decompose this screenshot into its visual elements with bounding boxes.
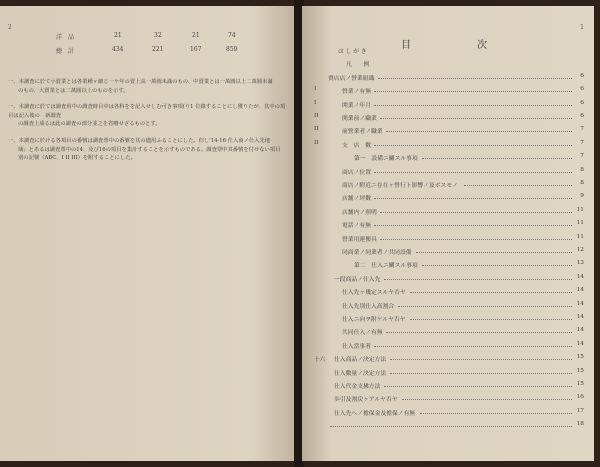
toc-leader-dots [374,346,572,347]
toc-entry-label: 仕入先別仕入高割合 [342,303,395,310]
toc-entry [314,327,584,337]
toc-page-number: 12 [576,247,584,253]
toc-page-number: 14 [576,314,584,320]
cell: 859 [226,46,238,53]
toc-leader-dots [384,279,572,280]
toc-entry [314,247,584,257]
toc-page-number: 14 [576,340,584,347]
note-line: 一、本調査に於て小賣業とは各業種ヶ細じ一ケ年の賣上高一萬圓未滿のもの、中賣業とは一萬圓以上二萬圓未滿 [8,79,273,85]
toc-leader-dots [398,306,572,307]
toc-page-number: 6 [580,113,584,119]
toc-leader-dots [410,319,572,320]
toc-entry-label: 共同仕入ノ有無 [342,330,383,337]
toc-entry [314,234,584,244]
toc-entry [314,274,584,284]
toc-entry-label: 仕入數量ノ決定方法 [334,370,387,377]
toc-entry [314,260,584,270]
toc-leader-dots [402,399,572,400]
toc-entry-key: II [314,139,319,146]
toc-entry [314,408,584,418]
note-line: 別の記號（ABC、I II III）を附することにした。 [18,155,136,162]
notes [8,78,288,171]
toc-leader-dots [390,373,572,374]
toc-entry-label: 電話ノ有無 [342,223,371,230]
left-page [0,6,296,461]
toc-page-number: 7 [580,126,584,133]
toc-leader-dots [422,158,572,159]
toc-entry-label: 仕入當事者 [342,343,371,350]
cell: 167 [190,46,202,53]
toc-entry [314,126,584,136]
toc-entry-label: 仕入先ヶ幾定スルヤ否ヤ [342,290,406,297]
toc-page-number: 14 [576,300,584,307]
toc-leader-dots [390,359,572,360]
toc-leader-dots [374,198,572,199]
toc-entry [314,207,584,217]
toc-entry [314,86,584,96]
cell: 32 [154,32,162,39]
toc-leader-dots [374,225,572,226]
toc-entry [314,314,584,324]
toc-leader-dots [374,105,572,106]
row-label: 總 計 [56,48,75,55]
toc-leader-dots [386,332,572,333]
toc-entry-label: 凡 例 [346,62,370,69]
toc-entry-key: 十六 [314,357,326,364]
toc-leader-dots [422,265,572,266]
toc-entry [314,193,584,203]
note-line: のもの、大賣業とは二萬圓以上のものを示す。 [18,87,129,94]
toc-entry-label: 第二 仕入ニ關スル事項 [354,263,418,270]
toc-leader-dots [416,252,572,253]
cell: 74 [228,32,236,39]
toc-entry-label: は し が き [338,49,367,55]
note-line: の調査上成るは此の調査の部分並之を省略せざるものとす。 [18,121,161,128]
toc-page-number: 8 [580,180,584,186]
toc-entry-label: 開業ノ年月 [342,102,371,109]
toc-leader-dots [386,131,572,132]
right-page [302,6,594,461]
toc-entry [314,368,584,378]
note-line: 一、本調査に於ては調査用中の調査時目中は各科をを記入せしむ可き事項(り1 位錄することにし獲りたが、其中の項目は記入後の 新調査 [8,104,286,119]
toc-entry [314,140,584,150]
toc-page-number: 13 [576,260,584,267]
toc-page-number: 9 [580,193,584,200]
note [8,103,288,129]
toc-page-number: 17 [576,407,584,414]
toc-entry-label: 一段商品ノ仕入先 [334,276,381,283]
toc-entry-label: 同商業ノ同業者ノ共同設備 [342,250,412,256]
toc-entry-label: 仕入先ヘノ擔保金及擔保ノ有無 [334,410,416,417]
page-title: 目 次 [401,40,515,51]
toc-entry [314,59,584,69]
toc-page-number: 14 [576,273,584,280]
toc-page-number: 11 [576,233,584,240]
toc-entry-label: 營業ノ有無 [342,89,371,96]
toc-entry [314,153,584,163]
toc-leader-dots [374,91,572,92]
toc-leader-dots [380,239,572,240]
toc-page-number: 15 [576,367,584,374]
toc-entry-label: 支 店 數 [342,142,371,149]
toc-entry [314,394,584,404]
toc-entry-label: 商店ノ附近ニ存在ヶ營行ト影響ノ及ボスモノ [342,183,458,189]
toc-page-number: 7 [580,139,584,146]
toc-entry-label: 店舗ノ坪數 [342,196,371,203]
toc-entry [314,354,584,364]
toc-page-number: 8 [580,166,584,173]
row-label: 洋 品 [56,34,75,41]
toc-entry [314,73,584,83]
toc-page-number: 11 [576,220,584,227]
toc-page-number: 14 [576,287,584,294]
toc-entry-label: 店舗内ノ照明 [342,209,377,216]
toc-entry [314,46,584,56]
toc-entry [314,301,584,311]
left-page-number: 2 [8,24,12,31]
right-page-number: 1 [580,24,584,31]
toc-leader-dots [378,78,572,79]
toc-entry [314,180,584,190]
toc-entry-label: 仕入ニ向ヲ附ケルヤ否ヤ [342,317,406,323]
table-row [16,32,286,46]
toc-page-number: 18 [576,421,584,428]
note [8,137,288,163]
toc-entry [314,220,584,230]
toc-page-number: 16 [576,394,584,401]
toc-leader-dots [384,386,572,387]
toc-page-number: 6 [580,86,584,93]
toc-entry [314,167,584,177]
toc-entry-key: II [314,113,319,119]
toc-entry [314,287,584,297]
toc-entry-label: 仕入商品ノ決定方法 [334,357,387,364]
toc-entry-key: I [314,86,317,93]
toc-entry-label: 歩引及割戻ヶアルヤ否ヤ [334,397,398,404]
toc-leader-dots [464,185,572,186]
toc-entry-label: 開業前ノ職業 [342,116,377,122]
cell: 21 [192,32,200,39]
toc-entry-label: 第一 設備ニ關スル事項 [354,156,418,163]
toc-page-number: 15 [576,354,584,361]
toc-entry [314,113,584,123]
toc-entry [314,421,584,431]
toc-page-number: 7 [580,153,584,160]
summary-table [16,32,286,60]
note [8,78,288,95]
toc-leader-dots [374,145,572,146]
toc-page-number: 6 [580,72,584,79]
toc-entry-label: 商店ノ位置 [342,169,371,176]
note-line: 域」とあるは調査票中の14、及び16の項目を集計することを示すものである。調査票中其番號を付せない項目 [18,146,281,153]
note-line: 一、本調査に於ける各項目の番號は調査票中の番號を其の儘用ふることにした。但し'14-16 仕入商ノ仕入先地 [8,137,271,144]
cell: 434 [112,46,124,53]
toc-entry-label: 賣店店ノ營業組織 [328,75,375,82]
toc-entry [314,100,584,110]
toc-entry-key: I [314,99,317,106]
table-row [16,46,286,60]
toc-page-number: 15 [576,381,584,387]
toc-page-number: 14 [576,327,584,334]
cell: 221 [152,46,164,53]
toc-page-number: 6 [580,99,584,106]
toc-leader-dots [380,212,572,213]
toc-page-number: 11 [576,206,584,213]
cell: 21 [114,32,122,39]
toc-leader-dots [330,426,572,427]
toc-entry-label: 仕入代金支拂方法 [334,384,381,390]
toc-entry-label: 營業用運搬具 [342,236,377,243]
toc-leader-dots [374,172,572,173]
toc-leader-dots [410,292,572,293]
toc-leader-dots [420,413,572,414]
toc-entry-label: 前營業者ノ職業 [342,129,383,136]
toc-entry-key: II [314,126,319,133]
toc-entry [314,381,584,391]
toc-entry [314,341,584,351]
toc-leader-dots [380,118,572,119]
